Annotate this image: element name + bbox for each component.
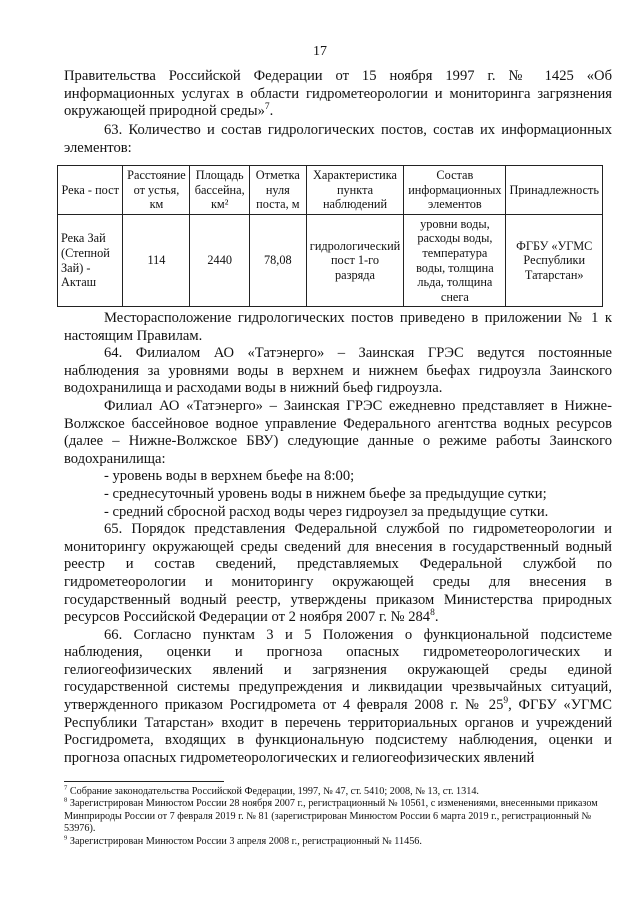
page-number: 17	[313, 44, 327, 59]
col-owner: Принадлежность	[506, 166, 603, 215]
col-river-post: Река - пост	[58, 166, 123, 215]
footnote-7: $^7$ Собрание законодательства Российской Федерации, 1997, № 47, ст. 5410; 2008, № 13, ст. 1314.	[64, 784, 479, 797]
body-text	[64, 310, 612, 767]
footnote-divider	[64, 781, 224, 782]
footnote-9: $^9$ Зарегистрирован Минюстом России 3 апреля 2008 г., регистрационный № 11456.	[64, 834, 422, 847]
footnotes	[64, 786, 612, 848]
cell-elements: уровни воды, расходы воды, температура воды, толщина льда, толщина снега	[404, 214, 506, 307]
table-header-row	[58, 166, 603, 215]
hydro-posts-table	[57, 165, 603, 307]
clause-64: 64. Филиалом АО «Татэнерго» – Заинская ГРЭС ведутся постоянные наблюдения за уровнями воды в верхнем и нижнем бьефах гидроузла Заинского водохранилища и расходами воды в нижний бьеф гидроузла.	[64, 345, 612, 397]
cell-area: 2440	[190, 214, 249, 307]
location-paragraph: Месторасположение гидрологических постов приведено в приложении № 1 к настоящим Правилам.	[64, 310, 612, 344]
cell-distance: 114	[123, 214, 190, 307]
footnote-8: $^8$ Зарегистрирован Минюстом России 28 ноября 2007 г., регистрационный № 10561, с изменениями, внесенными приказом Минприроды России от 7 февраля 2019 г. № 81 (зарегистрирован Минюстом России 6 марта 2019 г., регистрационный № 53976).	[64, 797, 598, 835]
cell-characteristic: гидрологический пост 1-го разряда	[306, 214, 403, 307]
cell-river-post: Река Зай (Степной Зай) - Акташ	[58, 214, 123, 307]
footnote-ref-9[interactable]: 9	[503, 696, 509, 707]
footnote-ref-8[interactable]: 8	[430, 608, 435, 619]
list-item: - средний сбросной расход воды через гидроузел за предыдущие сутки.	[104, 503, 549, 520]
list-item: - среднесуточный уровень воды в нижнем бьефе за предыдущие сутки;	[104, 485, 547, 502]
branch-paragraph: Филиал АО «Татэнерго» – Заинская ГРЭС ежедневно представляет в Нижне-Волжское бассейновое водное управление Федерального агентства водных ресурсов (далее – Нижне-Волжское БВУ) следующие данные о режиме работы Заинского водохранилища:	[64, 397, 612, 467]
footnote-ref-7[interactable]: 7	[264, 102, 270, 113]
intro-paragraph: Правительства Российской Федерации от 15 ноября 1997 г. № 1425 «Об информационных услугах в области гидрометеорологии и мониторинга загрязнения окружающей природной среды»$^7$.	[64, 68, 612, 120]
clause-63: 63. Количество и состав гидрологических постов, состав их информационных элементов:	[64, 122, 612, 156]
col-characteristic: Характеристика пункта наблюдений	[306, 166, 403, 215]
table-row	[58, 214, 603, 307]
intro-paragraph-block	[64, 68, 612, 121]
cell-owner: ФГБУ «УГМС Республики Татарстан»	[506, 214, 603, 307]
clause-66: 66. Согласно пунктам 3 и 5 Положения о функциональной подсистеме наблюдения, оценки и прогноза опасных гидрометеорологических и гелиогеофизических явлений и загрязнения окружающей среды единой государственной системы предупреждения и ликвидации чрезвычайных ситуаций, утвержденного приказом Росгидромета от 4 февраля 2008 г. № $25^9$, ФГБУ «УГМС Республики Татарстан» входит в перечень территориальных органов и учреждений Росгидромета, входящих в функциональную подсистему наблюдения, оценки и прогноза опасных гидрометеорологических и гелиогеофизических явлений	[64, 626, 612, 766]
cell-zero-mark: 78,08	[249, 214, 306, 307]
clause-63-block	[64, 122, 612, 157]
col-distance: Расстояние от устья, км	[123, 166, 190, 215]
list-item: - уровень воды в верхнем бьефе на 8:00;	[104, 468, 355, 485]
col-elements: Состав информационных элементов	[404, 166, 506, 215]
clause-65: 65. Порядок представления Федеральной службой по гидрометеорологии и мониторингу окружающей среды сведений для внесения в государственный водный реестр и состав сведений, представляемых Федеральной службой по гидрометеорологии и мониторингу окружающей среды для внесения в государственный водный реестр, утверждены приказом Министерства природных ресурсов Российской Федерации от 2 ноября 2007 г. № $284^8$.	[64, 521, 612, 626]
col-zero-mark: Отметка нуля поста, м	[249, 166, 306, 215]
col-area: Площадь бассейна, км²	[190, 166, 249, 215]
